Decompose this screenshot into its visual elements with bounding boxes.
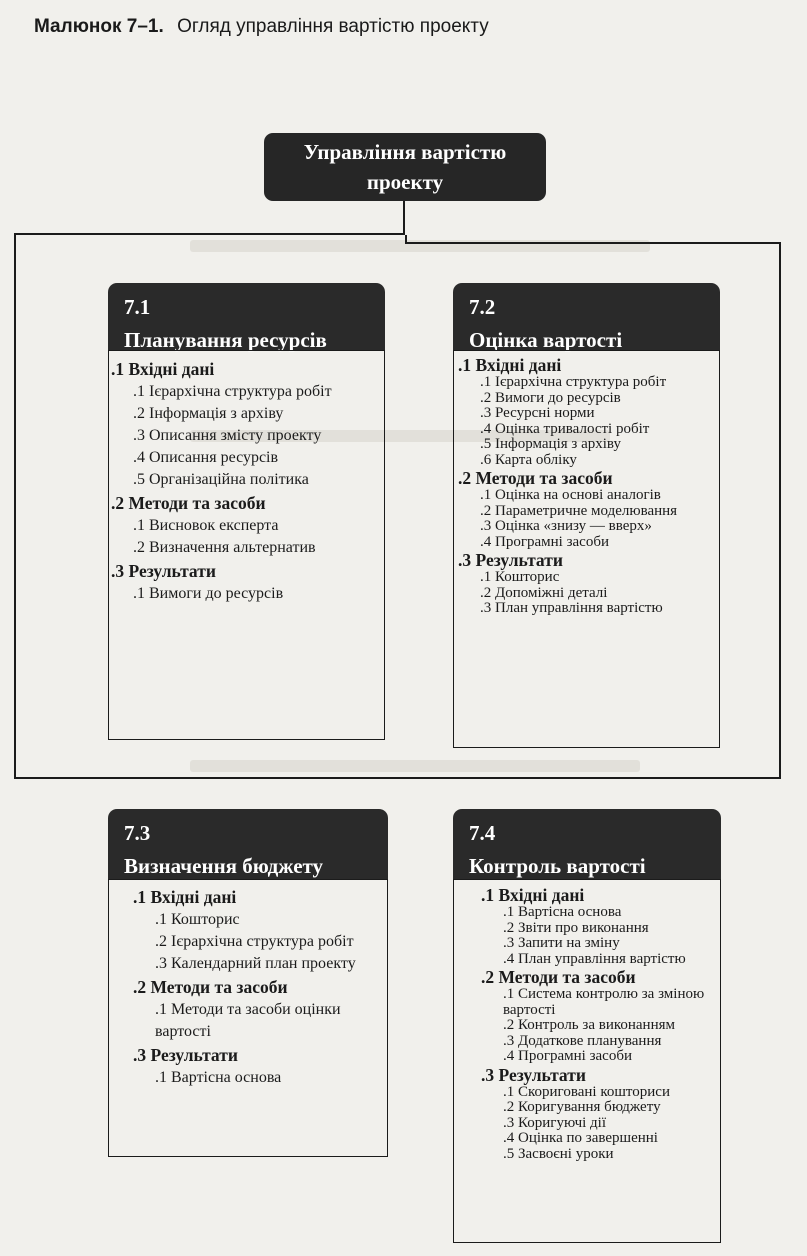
list-item: .1 Кошторис <box>155 911 240 928</box>
process-content <box>458 355 716 617</box>
list-item: .1 Ієрархічна структура робіт <box>133 383 332 400</box>
list-item: .1 Оцінка на основі аналогів <box>480 487 661 503</box>
section-title: .1 Вхідні дані <box>481 885 585 905</box>
list-item: .3 Коригуючі дії <box>503 1114 607 1131</box>
section-outputs <box>481 1065 717 1163</box>
process-header <box>108 809 388 879</box>
connector-line <box>405 235 407 244</box>
list-item: .2 Визначення альтернатив <box>133 539 316 556</box>
list-item: .4 Оцінка по завершенні <box>503 1130 658 1146</box>
section-inputs <box>133 885 383 975</box>
list-item: .1 Система контролю за зміною вартості <box>503 986 705 1018</box>
process-content <box>133 885 383 1089</box>
section-outputs <box>133 1043 383 1089</box>
section-methods <box>481 967 717 1065</box>
list-item: .4 Програмні засоби <box>503 1048 632 1064</box>
list-item: .4 План управління вартістю <box>503 950 686 967</box>
background-bleed-through <box>150 80 164 140</box>
connector-line <box>779 242 781 779</box>
section-title: .2 Методи та засоби <box>111 493 266 513</box>
list-item: .4 Описання ресурсів <box>133 449 279 466</box>
process-number: 7.2 <box>469 295 496 319</box>
list-item: .1 Методи та засоби оцінки вартості <box>155 1001 341 1040</box>
process-content <box>481 885 717 1162</box>
section-methods <box>133 975 383 1043</box>
section-title: .2 Методи та засоби <box>458 468 613 488</box>
list-item: .5 Засвоєні уроки <box>503 1145 614 1162</box>
list-item: .1 Кошторис <box>480 569 560 585</box>
section-title: .1 Вхідні дані <box>133 887 237 907</box>
process-number: 7.4 <box>469 821 496 845</box>
section-methods <box>458 468 716 550</box>
list-item: .3 Ресурсні норми <box>480 405 595 421</box>
process-header <box>108 283 385 350</box>
list-item: .2 Інформація з архіву <box>133 405 284 422</box>
connector-line <box>14 233 16 779</box>
list-item: .1 Скориговані кошториси <box>503 1083 670 1100</box>
section-title: .2 Методи та засоби <box>481 967 636 987</box>
section-outputs <box>111 559 381 605</box>
section-methods <box>111 491 381 559</box>
connector-line <box>14 233 403 235</box>
list-item: .2 Контроль за виконанням <box>503 1017 676 1033</box>
list-item: .6 Карта обліку <box>480 451 577 468</box>
process-title: Визначення бюджету <box>124 854 324 878</box>
list-item: .3 Додаткове планування <box>503 1032 662 1049</box>
root-title: Управління вартістю проекту <box>303 140 507 194</box>
list-item: .1 Висновок експерта <box>133 517 279 534</box>
list-item: .2 Вимоги до ресурсів <box>480 389 621 406</box>
section-title: .3 Результати <box>133 1045 238 1065</box>
list-item: .3 Описання змісту проекту <box>133 427 322 444</box>
list-item: .2 Ієрархічна структура робіт <box>155 933 354 950</box>
list-item: .5 Організаційна політика <box>133 471 309 488</box>
list-item: .1 Вимоги до ресурсів <box>133 585 284 602</box>
list-item: .2 Параметричне моделювання <box>480 502 678 519</box>
process-number: 7.3 <box>124 821 151 845</box>
section-title: .1 Вхідні дані <box>111 359 215 379</box>
list-item: .2 Коригування бюджету <box>503 1099 661 1115</box>
section-title: .3 Результати <box>458 550 563 570</box>
figure-number: Малюнок 7–1. <box>34 16 164 37</box>
connector-line <box>14 777 781 779</box>
list-item: .4 Оцінка тривалості робіт <box>480 420 650 437</box>
section-inputs <box>111 357 381 491</box>
section-title: .1 Вхідні дані <box>458 355 562 375</box>
list-item: .5 Інформація з архіву <box>480 436 621 452</box>
section-title: .3 Результати <box>111 561 216 581</box>
list-item: .2 Допоміжні деталі <box>480 584 608 601</box>
process-title: Планування ресурсів <box>124 328 327 352</box>
list-item: .1 Ієрархічна структура робіт <box>480 374 667 390</box>
figure-caption <box>34 16 489 38</box>
connector-line <box>403 200 405 235</box>
section-outputs <box>458 550 716 617</box>
process-title: Оцінка вартості <box>469 328 623 352</box>
root-node <box>264 133 546 201</box>
list-item: .4 Програмні засоби <box>480 533 609 550</box>
list-item: .3 Запити на зміну <box>503 935 620 951</box>
background-bleed-line <box>190 760 640 772</box>
process-content <box>111 357 381 605</box>
list-item: .3 План управління вартістю <box>480 600 663 616</box>
process-header <box>453 809 721 879</box>
figure-title: Огляд управління вартістю проекту <box>177 16 489 37</box>
process-header <box>453 283 720 350</box>
process-number: 7.1 <box>124 295 151 319</box>
list-item: .3 Оцінка «знизу — вверх» <box>480 518 652 534</box>
list-item: .1 Вартісна основа <box>503 904 622 920</box>
connector-line <box>405 242 781 244</box>
list-item: .1 Вартісна основа <box>155 1069 282 1086</box>
section-title: .3 Результати <box>481 1064 586 1085</box>
section-inputs <box>481 885 717 967</box>
list-item: .2 Звіти про виконання <box>503 919 649 936</box>
section-title: .2 Методи та засоби <box>133 977 288 997</box>
process-title: Контроль вартості <box>469 854 646 878</box>
section-inputs <box>458 355 716 468</box>
list-item: .3 Календарний план проекту <box>155 955 356 972</box>
